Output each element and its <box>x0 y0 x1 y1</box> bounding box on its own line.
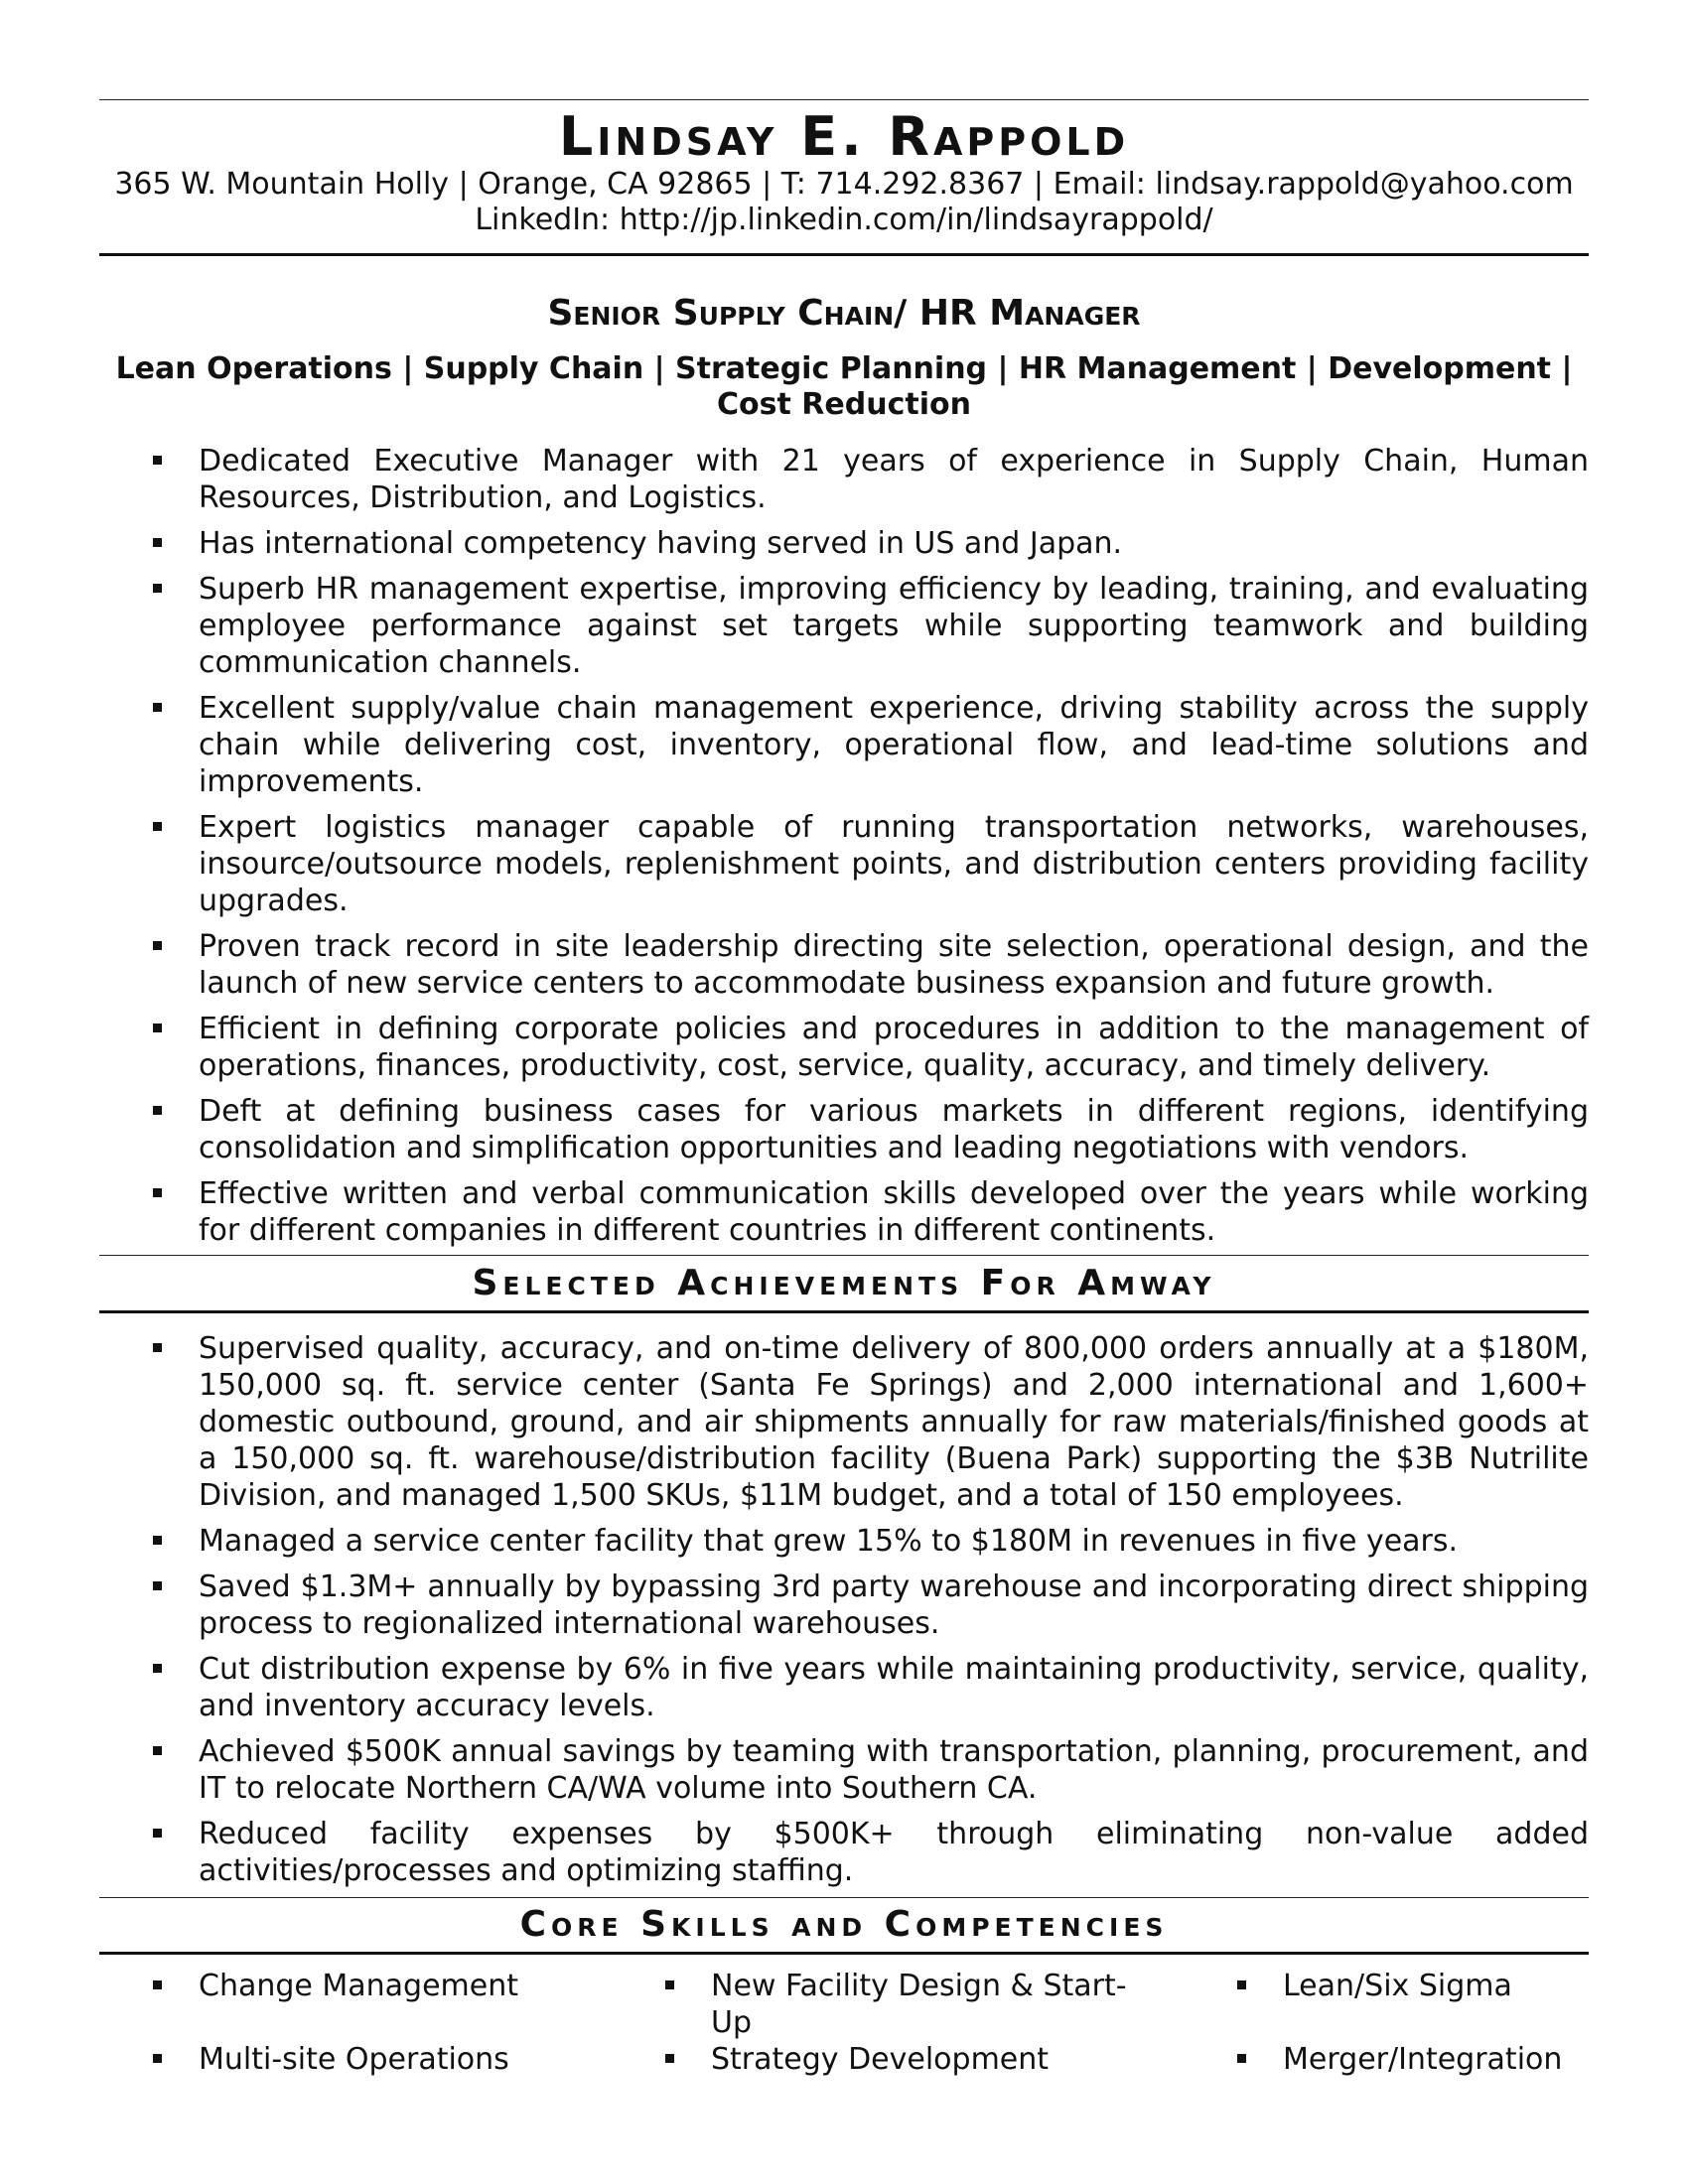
achievements-top-divider <box>99 1255 1589 1256</box>
list-item: Superb HR management expertise, improving efficiency by leading, training, and evaluating employee performance against set targets while supporting teamwork and building communication channels. <box>149 571 1589 681</box>
list-item: Supervised quality, accuracy, and on-time delivery of 800,000 orders annually at a $180M, 150,000 sq. ft. service center (Santa Fe Springs) and 2,000 international and 1,600+ domestic outbound, ground, and air shipments annually for raw materials/finished goods at a 150,000 sq. ft. warehouse/distribution facility (Buena Park) supporting the $3B Nutrilite Division, and managed 1,500 SKUs, $11M budget, and a total of 150 employees. <box>149 1330 1589 1514</box>
skills-top-divider <box>99 1897 1589 1898</box>
skill-item: Strategy Development <box>661 2041 1128 2078</box>
skills-bottom-divider <box>99 1952 1589 1955</box>
keywords-line: Lean Operations | Supply Chain | Strategic Planning | HR Management | Development | Cost Reduction <box>115 351 1573 422</box>
skill-item: Lean/Six Sigma <box>1233 1968 1630 2004</box>
profile-title: Senior Supply Chain/ HR Manager <box>547 293 1141 334</box>
list-item: Saved $1.3M+ annually by bypassing 3rd party warehouse and incorporating direct shipping process to regionalized international warehouses. <box>149 1569 1589 1642</box>
list-item: Proven track record in site leadership directing site selection, operational design, and the launch of new service centers to accommodate business expansion and future growth. <box>149 928 1589 1002</box>
achievement-bullets <box>149 1330 1589 1898</box>
list-item: Excellent supply/value chain management experience, driving stability across the supply chain while delivering cost, inventory, operational flow, and lead-time solutions and improvements. <box>149 690 1589 800</box>
achievements-heading: Selected Achievements For Amway <box>472 1263 1216 1303</box>
list-item: Managed a service center facility that grew 15% to $180M in revenues in five years. <box>149 1523 1589 1560</box>
list-item: Cut distribution expense by 6% in five years while maintaining productivity, service, quality, and inventory accuracy levels. <box>149 1651 1589 1724</box>
list-item: Achieved $500K annual savings by teaming with transportation, planning, procurement, and IT to relocate Northern CA/WA volume into Southern CA. <box>149 1733 1589 1807</box>
list-item: Effective written and verbal communication skills developed over the years while working for different companies in different countries in different continents. <box>149 1175 1589 1249</box>
profile-bullets <box>149 443 1589 1258</box>
skill-item: Multi-site Operations <box>149 2041 645 2078</box>
list-item: Deft at defining business cases for various markets in different regions, identifying consolidation and simplification opportunities and leading negotiations with vendors. <box>149 1093 1589 1166</box>
linkedin-line: LinkedIn: http://jp.linkedin.com/in/lindsayrappold/ <box>475 203 1213 237</box>
list-item: Efficient in defining corporate policies and procedures in addition to the management of operations, finances, productivity, cost, service, quality, accuracy, and timely delivery. <box>149 1011 1589 1084</box>
skill-item: Change Management <box>149 1968 645 2004</box>
header-divider <box>99 253 1589 256</box>
list-item: Has international competency having served in US and Japan. <box>149 525 1589 562</box>
candidate-name: Lindsay E. Rappold <box>558 105 1130 168</box>
skills-heading: Core Skills and Competencies <box>519 1904 1169 1945</box>
list-item: Reduced facility expenses by $500K+ through eliminating non-value added activities/processes and optimizing staffing. <box>149 1816 1589 1889</box>
top-divider <box>99 99 1589 100</box>
list-item: Expert logistics manager capable of running transportation networks, warehouses, insource/outsource models, replenishment points, and distribution centers providing facility upgrades. <box>149 809 1589 919</box>
list-item: Dedicated Executive Manager with 21 years of experience in Supply Chain, Human Resources, Distribution, and Logistics. <box>149 443 1589 516</box>
skill-item: Merger/Integration <box>1233 2041 1630 2078</box>
skill-item: New Facility Design & Start-Up <box>661 1968 1128 2041</box>
contact-line: 365 W. Mountain Holly | Orange, CA 92865 | T: 714.292.8367 | Email: lindsay.rappold@yahoo.com <box>114 167 1574 202</box>
achievements-bottom-divider <box>99 1310 1589 1313</box>
